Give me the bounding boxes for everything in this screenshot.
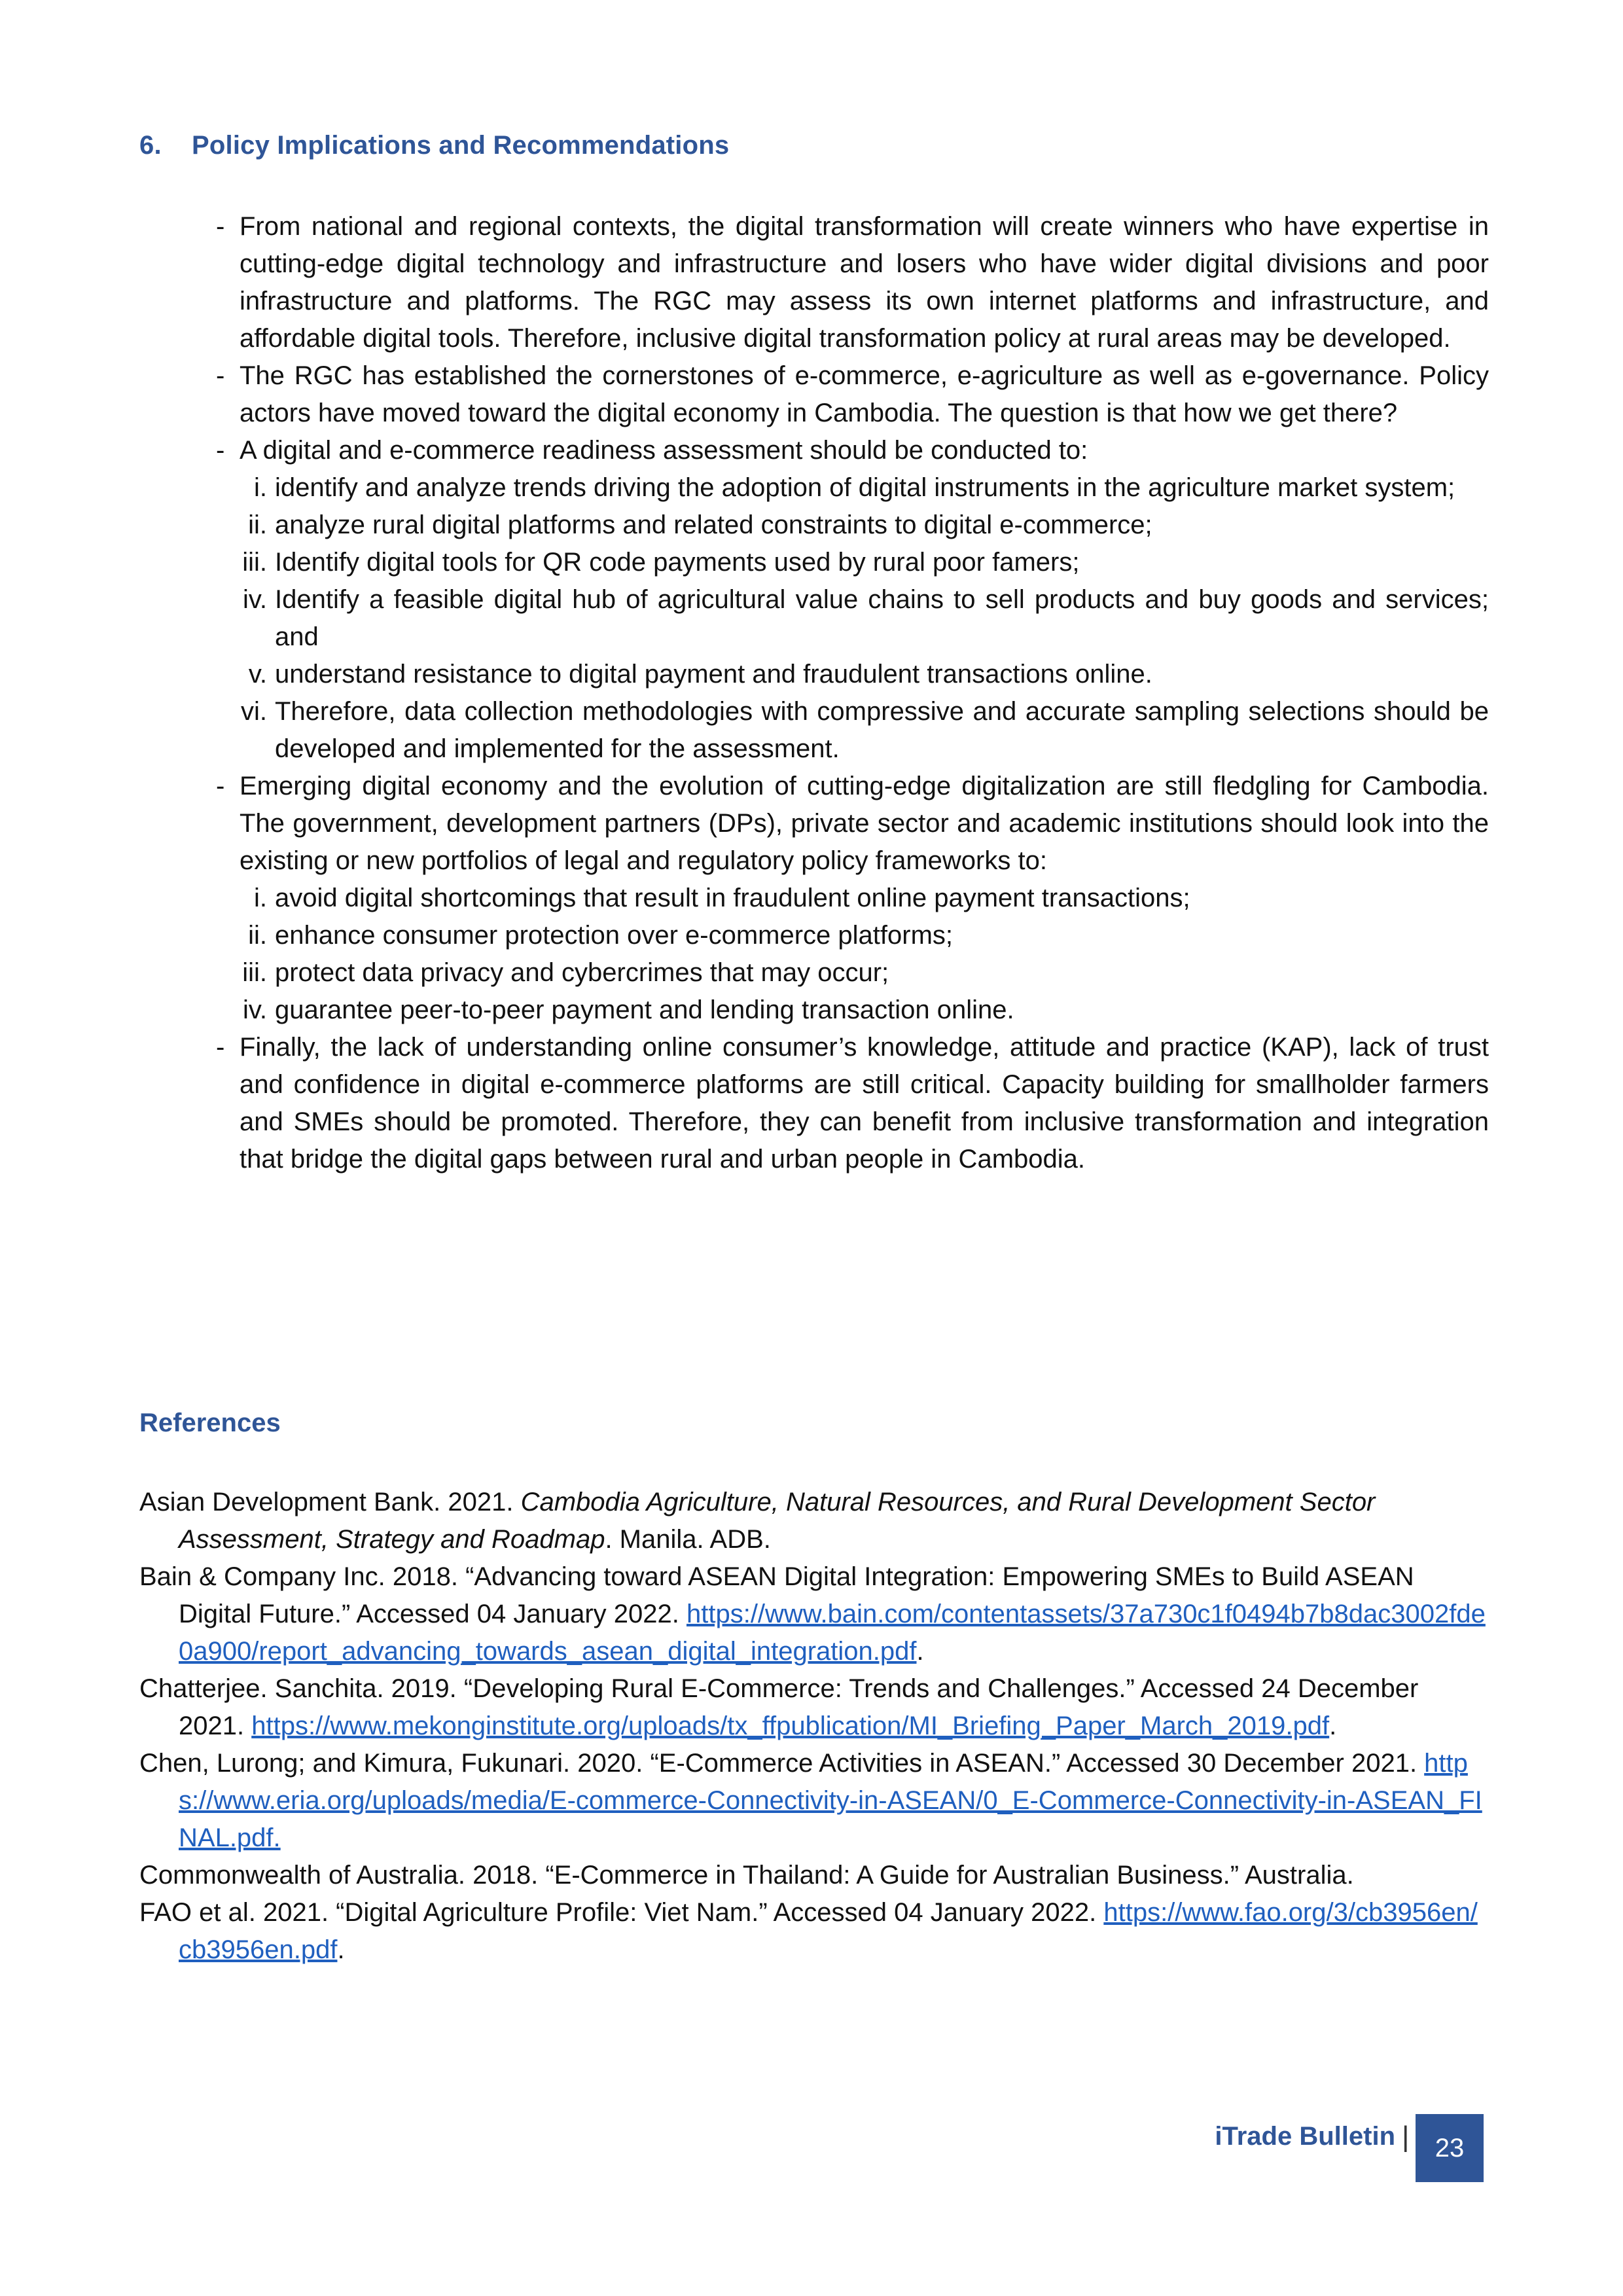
sub-item-text: enhance consumer protection over e-commerce platforms; bbox=[275, 921, 954, 950]
sub-item-text: Identify digital tools for QR code payments used by rural poor famers; bbox=[275, 548, 1080, 577]
section-heading bbox=[139, 131, 729, 160]
sub-item bbox=[216, 693, 1489, 768]
policy-bullet bbox=[216, 432, 1489, 469]
footer-publication-title: iTrade Bulletin bbox=[1215, 2122, 1395, 2151]
sub-item-number: iii. bbox=[242, 548, 267, 577]
sub-item-text: Identify a feasible digital hub of agricultural value chains to sell products and buy goods and services; and bbox=[275, 585, 1489, 651]
policy-recommendations-list bbox=[216, 208, 1489, 1178]
sub-item bbox=[216, 954, 1489, 992]
references-list bbox=[139, 1484, 1489, 1969]
reference-title: Cambodia Agriculture, Natural Resources, and Rural Development Sector Assessment, Strategy and Roadmap bbox=[179, 1488, 1376, 1554]
page-number: 23 bbox=[1435, 2134, 1465, 2162]
page-number-badge bbox=[1416, 2114, 1484, 2182]
policy-bullet bbox=[216, 357, 1489, 432]
reference-link[interactable]: https://www.mekonginstitute.org/uploads/tx_ffpublication/MI_Briefing_Paper_March_2019.pdf bbox=[251, 1712, 1330, 1740]
sub-item-number: iii. bbox=[242, 958, 267, 987]
reference-punctuation: . bbox=[337, 1935, 345, 1964]
reference-text: Chatterjee. Sanchita. 2019. “Developing Rural E-Commerce: Trends and Challenges.” Accessed 24 December 2021. bbox=[139, 1674, 1419, 1740]
reference-text: Commonwealth of Australia. 2018. “E-Commerce in Thailand: A Guide for Australian Business.” Australia. bbox=[139, 1861, 1354, 1890]
bullet-text: Finally, the lack of understanding online consumer’s knowledge, attitude and practice (KAP), lack of trust and confidence in digital e-commerce platforms are still critical. Capacity building for smallholder farmers and SMEs should be promoted. Therefore, they can benefit from inclusive transformation and integration that bridge the digital gaps between rural and urban people in Cambodia. bbox=[240, 1033, 1489, 1174]
policy-bullet bbox=[216, 208, 1489, 357]
sub-item bbox=[216, 917, 1489, 954]
reference-entry bbox=[139, 1857, 1489, 1894]
reference-text: FAO et al. 2021. “Digital Agriculture Profile: Viet Nam.” Accessed 04 January 2022. bbox=[139, 1898, 1104, 1927]
sub-item bbox=[216, 469, 1489, 507]
sub-item-number: ii. bbox=[248, 921, 267, 950]
sub-item-text: guarantee peer-to-peer payment and lending transaction online. bbox=[275, 996, 1014, 1024]
bullet-dash: - bbox=[216, 361, 225, 390]
sub-item-number: v. bbox=[248, 660, 267, 689]
sub-item-text: protect data privacy and cybercrimes that may occur; bbox=[275, 958, 889, 987]
sub-item-text: Therefore, data collection methodologies with compressive and accurate sampling selections should be developed and implemented for the assessment. bbox=[275, 697, 1489, 763]
sub-item-number: vi. bbox=[241, 697, 267, 726]
sub-item bbox=[216, 656, 1489, 693]
reference-entry bbox=[139, 1484, 1489, 1558]
bullet-text: Emerging digital economy and the evolution of cutting-edge digitalization are still fledgling for Cambodia. The government, development partners (DPs), private sector and academic institutions should look into the existing or new portfolios of legal and regulatory policy frameworks to: bbox=[240, 772, 1489, 875]
sub-item-number: ii. bbox=[248, 511, 267, 539]
section-number: 6. bbox=[139, 131, 162, 160]
bullet-dash: - bbox=[216, 436, 225, 465]
bullet-dash: - bbox=[216, 1033, 225, 1062]
sub-item-list bbox=[216, 469, 1489, 768]
bullet-text: The RGC has established the cornerstones of e-commerce, e-agriculture as well as e-governance. Policy actors have moved toward the digital economy in Cambodia. The question is that how we get there? bbox=[240, 361, 1489, 427]
reference-link[interactable]: https://www.bain.com/contentassets/37a730c1f0494b7b8dac3002fde0a900/report_advancing_towards_asean_digital_integration.pdf bbox=[179, 1600, 1486, 1666]
reference-entry bbox=[139, 1894, 1489, 1969]
bullet-dash: - bbox=[216, 772, 225, 800]
reference-text: Bain & Company Inc. 2018. “Advancing toward ASEAN Digital Integration: Empowering SMEs to Build ASEAN Digital Future.” Accessed 04 January 2022. bbox=[139, 1562, 1414, 1628]
policy-bullet bbox=[216, 768, 1489, 880]
sub-item bbox=[216, 544, 1489, 581]
sub-item bbox=[216, 581, 1489, 656]
sub-item bbox=[216, 992, 1489, 1029]
bullet-dash: - bbox=[216, 212, 225, 241]
bullet-text: A digital and e-commerce readiness assessment should be conducted to: bbox=[240, 436, 1088, 465]
sub-item-text: avoid digital shortcomings that result in fraudulent online payment transactions; bbox=[275, 884, 1190, 912]
sub-item-list bbox=[216, 880, 1489, 1029]
bullet-text: From national and regional contexts, the digital transformation will create winners who have expertise in cutting-edge digital technology and infrastructure and losers who have wider digital divisions and poor infrastructure and platforms. The RGC may assess its own internet platforms and infrastructure, and affordable digital tools. Therefore, inclusive digital transformation policy at rural areas may be developed. bbox=[240, 212, 1489, 353]
sub-item-number: i. bbox=[254, 884, 267, 912]
sub-item-text: analyze rural digital platforms and related constraints to digital e-commerce; bbox=[275, 511, 1152, 539]
sub-item-text: understand resistance to digital payment and fraudulent transactions online. bbox=[275, 660, 1152, 689]
reference-text: Chen, Lurong; and Kimura, Fukunari. 2020. “E-Commerce Activities in ASEAN.” Accessed 30 December 2021. bbox=[139, 1749, 1425, 1778]
sub-item bbox=[216, 507, 1489, 544]
reference-entry bbox=[139, 1558, 1489, 1670]
reference-entry bbox=[139, 1745, 1489, 1857]
sub-item-number: iv. bbox=[242, 996, 267, 1024]
reference-link[interactable]: https://www.fao.org/3/cb3956en/cb3956en.pdf bbox=[179, 1898, 1478, 1964]
sub-item-text: identify and analyze trends driving the adoption of digital instruments in the agriculture market system; bbox=[275, 473, 1455, 502]
footer-separator: | bbox=[1402, 2121, 1410, 2153]
policy-bullet bbox=[216, 1029, 1489, 1178]
sub-item-number: i. bbox=[254, 473, 267, 502]
reference-text-end: . Manila. ADB. bbox=[605, 1525, 771, 1554]
references-heading: References bbox=[139, 1408, 281, 1437]
reference-entry bbox=[139, 1670, 1489, 1745]
sub-item bbox=[216, 880, 1489, 917]
reference-punctuation: . bbox=[916, 1637, 924, 1666]
reference-text: Asian Development Bank. 2021. bbox=[139, 1488, 521, 1516]
section-title: Policy Implications and Recommendations bbox=[192, 131, 730, 160]
reference-link[interactable]: https://www.eria.org/uploads/media/E-commerce-Connectivity-in-ASEAN/0_E-Commerce-Connectivity-in-ASEAN_FINAL.pdf. bbox=[179, 1749, 1482, 1852]
sub-item-number: iv. bbox=[242, 585, 267, 614]
reference-punctuation: . bbox=[1329, 1712, 1337, 1740]
